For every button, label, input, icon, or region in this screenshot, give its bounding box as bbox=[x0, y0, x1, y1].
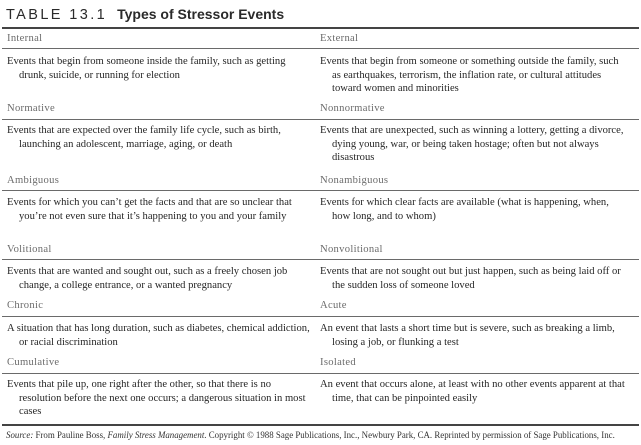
row-rule-4 bbox=[2, 316, 639, 317]
desc-cumulative: Events that pile up, one right after the other, so that there is no resolution before the next one occurs; a dangerous situation in most cases bbox=[7, 379, 306, 418]
desc-nonvolitional: Events that are not sought out but just happen, such as being laid off or the sudden loss of someone loved bbox=[320, 266, 621, 291]
source-note bbox=[6, 430, 615, 441]
desc-normative: Events that are expected over the family life cycle, such as birth, launching an adolescent, marriage, aging, or death bbox=[7, 125, 281, 150]
bottom-rule bbox=[2, 424, 639, 426]
top-rule bbox=[2, 27, 639, 29]
table-title bbox=[6, 2, 284, 26]
table-name: Types of Stressor Events bbox=[117, 6, 285, 22]
heading-nonnormative: Nonnormative bbox=[320, 103, 385, 114]
heading-chronic: Chronic bbox=[7, 300, 44, 311]
source-book: Family Stress Management bbox=[107, 430, 205, 440]
heading-nonvolitional: Nonvolitional bbox=[320, 244, 383, 255]
heading-external: External bbox=[320, 33, 359, 44]
row-rule-5 bbox=[2, 373, 639, 374]
row-rule-3 bbox=[2, 259, 639, 260]
heading-cumulative: Cumulative bbox=[7, 357, 60, 368]
row-rule-1 bbox=[2, 119, 639, 120]
desc-nonambiguous: Events for which clear facts are available (what is happening, when, how long, and to whom) bbox=[320, 197, 609, 222]
desc-nonnormative: Events that are unexpected, such as winning a lottery, getting a divorce, dying young, war, or being taken hostage; often but not always disastrous bbox=[320, 125, 624, 164]
heading-internal: Internal bbox=[7, 33, 43, 44]
desc-isolated: An event that occurs alone, at least with no other events apparent at that time, that can be pinpointed easily bbox=[320, 379, 625, 404]
table-label: TABLE 13.1 bbox=[6, 7, 108, 23]
desc-acute: An event that lasts a short time but is severe, such as breaking a limb, losing a job, or flunking a test bbox=[320, 323, 615, 348]
row-rule-0 bbox=[2, 48, 639, 49]
heading-volitional: Volitional bbox=[7, 244, 52, 255]
heading-isolated: Isolated bbox=[320, 357, 356, 368]
heading-normative: Normative bbox=[7, 103, 56, 114]
source-prefix: Source: bbox=[6, 430, 34, 440]
heading-ambiguous: Ambiguous bbox=[7, 175, 60, 186]
heading-acute: Acute bbox=[320, 300, 347, 311]
desc-chronic: A situation that has long duration, such as diabetes, chemical addiction, or racial discrimination bbox=[7, 323, 310, 348]
desc-volitional: Events that are wanted and sought out, such as a freely chosen job change, a college entrance, or a wanted pregnancy bbox=[7, 266, 288, 291]
heading-nonambiguous: Nonambiguous bbox=[320, 175, 389, 186]
source-from: From Pauline Boss, bbox=[35, 430, 106, 440]
desc-ambiguous: Events for which you can’t get the facts and that are so unclear that you’re not even sure that it’s happening to you and your family bbox=[7, 197, 292, 222]
desc-internal: Events that begin from someone inside the family, such as getting drunk, suicide, or running for election bbox=[7, 56, 286, 81]
source-rest: . Copyright © 1988 Sage Publications, Inc., Newbury Park, CA. Reprinted by permission of Sage Publications, Inc. bbox=[204, 430, 615, 440]
row-rule-2 bbox=[2, 190, 639, 191]
desc-external: Events that begin from someone or something outside the family, such as earthquakes, terrorism, the inflation rate, or cultural attitudes toward women and minorities bbox=[320, 56, 619, 95]
